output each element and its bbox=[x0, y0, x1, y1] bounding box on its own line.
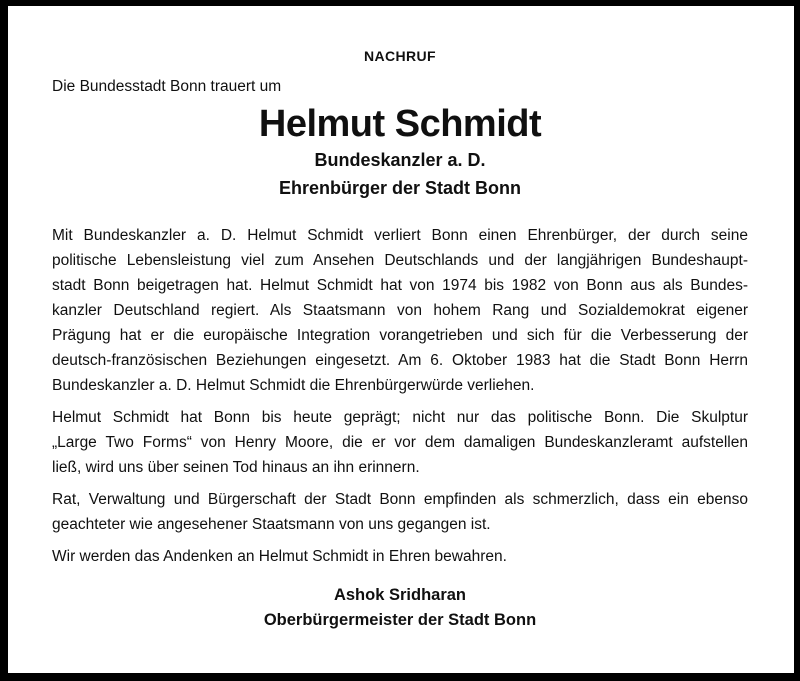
obituary-body bbox=[52, 223, 748, 569]
text-line: Wir werden das Andenken an Helmut Schmidt in Ehren bewahren. bbox=[52, 547, 507, 565]
subtitle-honorary-citizen: Ehrenbürger der Stadt Bonn bbox=[278, 177, 521, 198]
kicker-heading: NACHRUF bbox=[363, 48, 436, 64]
text-line: kanzler Deutschland regiert. Als Staatsmann von hohem Rang und Sozialdemokrat eigener bbox=[52, 301, 748, 319]
obituary-page bbox=[8, 6, 794, 673]
text-line: ließ, wird uns über seinen Tod hinaus an ihn erinnern. bbox=[52, 458, 420, 476]
signature-title: Oberbürgermeister der Stadt Bonn bbox=[263, 610, 537, 629]
paragraph bbox=[52, 487, 748, 537]
deceased-name-headline: Helmut Schmidt bbox=[258, 103, 542, 145]
text-line: Rat, Verwaltung und Bürgerschaft der Stadt Bonn empfinden als schmerzlich, dass ein ebenso bbox=[52, 490, 748, 508]
paragraph bbox=[52, 544, 748, 569]
text-line: „Large Two Forms“ von Henry Moore, die er vor dem damaligen Bundeskanzleramt aufstellen bbox=[52, 433, 748, 451]
intro-line: Die Bundesstadt Bonn trauert um bbox=[52, 78, 282, 95]
signature-name: Ashok Sridharan bbox=[333, 585, 467, 604]
paragraph bbox=[52, 405, 748, 480]
text-line: politische Lebensleistung viel zum Ansehen Deutschlands und der langjährigen Bundeshaupt- bbox=[52, 251, 748, 269]
text-line: deutsch-französischen Beziehungen eingesetzt. Am 6. Oktober 1983 hat die Stadt Bonn Herrn bbox=[52, 351, 748, 369]
text-line: stadt Bonn beigetragen hat. Helmut Schmidt hat von 1974 bis 1982 von Bonn aus als Bundes- bbox=[52, 276, 748, 294]
text-line: Mit Bundeskanzler a. D. Helmut Schmidt verliert Bonn einen Ehrenbürger, der durch seine bbox=[52, 226, 748, 244]
text-line: geachteter wie angesehener Staatsmann von uns gegangen ist. bbox=[52, 515, 491, 533]
text-line: Bundeskanzler a. D. Helmut Schmidt die Ehrenbürgerwürde verliehen. bbox=[52, 376, 535, 394]
signature-block bbox=[52, 583, 748, 633]
text-line: Helmut Schmidt hat Bonn bis heute geprägt; nicht nur das politische Bonn. Die Skulptur bbox=[52, 408, 748, 426]
paragraph bbox=[52, 223, 748, 398]
subtitle-chancellor: Bundeskanzler a. D. bbox=[314, 149, 486, 170]
text-line: Prägung hat er die europäische Integration vorangetrieben und sich für die Verbesserung der bbox=[52, 326, 748, 344]
